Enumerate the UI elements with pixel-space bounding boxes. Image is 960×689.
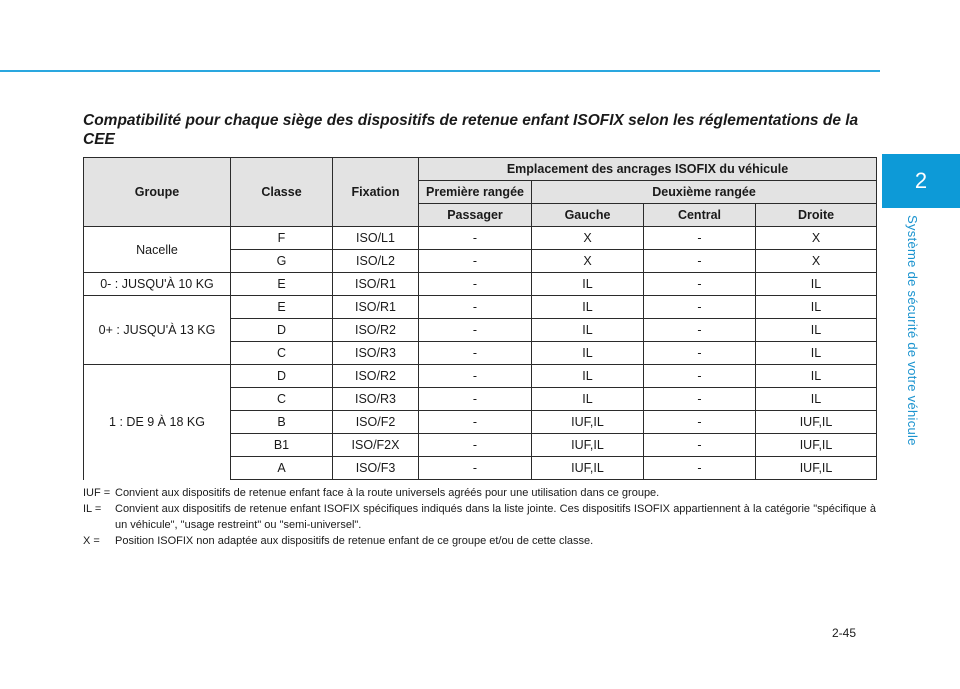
passager-cell: - [419, 227, 532, 250]
isofix-compatibility-table [83, 157, 877, 480]
note-il [83, 501, 876, 533]
gauche-cell: IL [532, 319, 644, 342]
passager-cell: - [419, 411, 532, 434]
classe-cell: E [231, 296, 333, 319]
gauche-cell: X [532, 250, 644, 273]
passager-cell: - [419, 296, 532, 319]
table-row [84, 296, 877, 319]
gauche-cell: X [532, 227, 644, 250]
classe-cell: C [231, 342, 333, 365]
table-row [84, 365, 877, 388]
gauche-cell: IUF,IL [532, 411, 644, 434]
classe-cell: D [231, 365, 333, 388]
note-x [83, 533, 876, 549]
passager-cell: - [419, 388, 532, 411]
group-cell: 0- : JUSQU'À 10 KG [84, 273, 231, 296]
droite-cell: X [756, 227, 877, 250]
table-body [84, 227, 877, 480]
central-cell: - [644, 365, 756, 388]
header-emplacement: Emplacement des ancrages ISOFIX du véhicule [419, 158, 877, 181]
note-iuf [83, 485, 876, 501]
group-cell: Nacelle [84, 227, 231, 273]
droite-cell: IL [756, 273, 877, 296]
classe-cell: F [231, 227, 333, 250]
classe-cell: B1 [231, 434, 333, 457]
central-cell: - [644, 411, 756, 434]
classe-cell: G [231, 250, 333, 273]
classe-cell: D [231, 319, 333, 342]
note-text: Convient aux dispositifs de retenue enfant ISOFIX spécifiques indiqués dans la liste jointe. Ces dispositifs ISOFIX appartiennent à la catégorie "spécifique à un véhicule", "usage restreint" ou "semi-universel". [115, 503, 876, 531]
header-classe: Classe [231, 158, 333, 227]
classe-cell: E [231, 273, 333, 296]
passager-cell: - [419, 457, 532, 480]
droite-cell: IL [756, 388, 877, 411]
header-groupe: Groupe [84, 158, 231, 227]
gauche-cell: IUF,IL [532, 457, 644, 480]
chapter-tab [882, 154, 960, 208]
fixation-cell: ISO/R1 [333, 273, 419, 296]
note-key: IUF = [83, 487, 111, 499]
note-text: Convient aux dispositifs de retenue enfant face à la route universels agréés pour une utilisation dans ce groupe. [115, 487, 660, 499]
note-text: Position ISOFIX non adaptée aux dispositifs de retenue enfant de ce groupe et/ou de cette classe. [115, 535, 594, 547]
header-central: Central [644, 204, 756, 227]
passager-cell: - [419, 365, 532, 388]
fixation-cell: ISO/L1 [333, 227, 419, 250]
fixation-cell: ISO/F2 [333, 411, 419, 434]
fixation-cell: ISO/R1 [333, 296, 419, 319]
fixation-cell: ISO/R3 [333, 388, 419, 411]
central-cell: - [644, 388, 756, 411]
central-cell: - [644, 250, 756, 273]
header-gauche: Gauche [532, 204, 644, 227]
chapter-title: Système de sécurité de votre véhicule [905, 215, 920, 446]
fixation-cell: ISO/R2 [333, 365, 419, 388]
central-cell: - [644, 457, 756, 480]
passager-cell: - [419, 342, 532, 365]
droite-cell: IUF,IL [756, 457, 877, 480]
central-cell: - [644, 434, 756, 457]
classe-cell: A [231, 457, 333, 480]
fixation-cell: ISO/R2 [333, 319, 419, 342]
fixation-cell: ISO/L2 [333, 250, 419, 273]
gauche-cell: IL [532, 296, 644, 319]
page-number: 2-45 [832, 626, 857, 640]
droite-cell: IL [756, 365, 877, 388]
legend-notes [83, 485, 876, 549]
table-row [84, 273, 877, 296]
page-title: Compatibilité pour chaque siège des dispositifs de retenue enfant ISOFIX selon les réglementations de la CEE [83, 112, 859, 148]
droite-cell: IL [756, 296, 877, 319]
header-passager: Passager [419, 204, 532, 227]
fixation-cell: ISO/F2X [333, 434, 419, 457]
classe-cell: B [231, 411, 333, 434]
passager-cell: - [419, 250, 532, 273]
passager-cell: - [419, 434, 532, 457]
note-key: IL = [83, 503, 102, 515]
droite-cell: IUF,IL [756, 411, 877, 434]
fixation-cell: ISO/R3 [333, 342, 419, 365]
chapter-number: 2 [914, 168, 928, 193]
central-cell: - [644, 342, 756, 365]
fixation-cell: ISO/F3 [333, 457, 419, 480]
header-deuxieme-rangee: Deuxième rangée [532, 181, 877, 204]
central-cell: - [644, 227, 756, 250]
passager-cell: - [419, 319, 532, 342]
gauche-cell: IL [532, 342, 644, 365]
gauche-cell: IUF,IL [532, 434, 644, 457]
header-fixation: Fixation [333, 158, 419, 227]
passager-cell: - [419, 273, 532, 296]
central-cell: - [644, 273, 756, 296]
central-cell: - [644, 319, 756, 342]
gauche-cell: IL [532, 273, 644, 296]
gauche-cell: IL [532, 388, 644, 411]
gauche-cell: IL [532, 365, 644, 388]
note-key: X = [83, 535, 100, 547]
group-cell: 1 : DE 9 À 18 KG [84, 365, 231, 480]
group-cell: 0+ : JUSQU'À 13 KG [84, 296, 231, 365]
header-rule [0, 70, 880, 72]
classe-cell: C [231, 388, 333, 411]
droite-cell: IUF,IL [756, 434, 877, 457]
header-premiere-rangee: Première rangée [419, 181, 532, 204]
droite-cell: X [756, 250, 877, 273]
table-row [84, 227, 877, 250]
header-droite: Droite [756, 204, 877, 227]
droite-cell: IL [756, 342, 877, 365]
central-cell: - [644, 296, 756, 319]
droite-cell: IL [756, 319, 877, 342]
